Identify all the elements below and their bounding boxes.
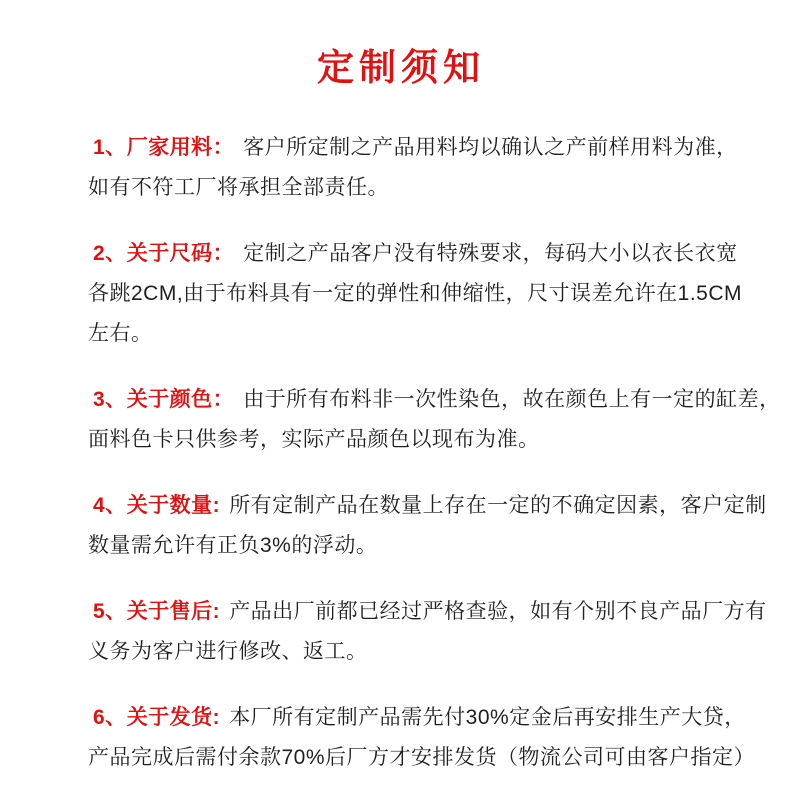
item-line [88, 486, 767, 526]
notice-item-5 [88, 592, 767, 672]
page-title: 定制须知 [317, 47, 485, 88]
item-text: 本厂所有定制产品需先付30%定金后再安排生产大贷， [229, 706, 746, 729]
item-line: 数量需允许有正负3%的浮动。 [88, 534, 378, 557]
notice-item-3 [88, 380, 781, 460]
item-line [88, 128, 738, 168]
item-label: 关于尺码： [126, 242, 235, 265]
item-line: 左右。 [88, 322, 153, 345]
item-line [88, 380, 781, 420]
item-text: 定制之产品客户没有特殊要求，每码大小以衣长衣宽 [243, 242, 738, 265]
item-line: 义务为客户进行修改、返工。 [88, 640, 368, 663]
item-number: 2、 [93, 242, 127, 265]
item-text: 客户所定制之产品用料均以确认之产前样用料为准， [243, 136, 738, 159]
item-number: 4、 [93, 494, 127, 517]
item-line: 如有不符工厂将承担全部责任。 [88, 176, 389, 199]
item-text: 由于所有布料非一次性染色，故在颜色上有一定的缸差， [243, 388, 781, 411]
item-label: 关于售后: [126, 600, 221, 623]
notice-item-1 [88, 128, 738, 208]
item-line [88, 234, 738, 274]
item-line: 面料色卡只供参考，实际产品颜色以现布为准。 [88, 428, 540, 451]
item-line [88, 698, 746, 738]
item-label: 关于发货: [126, 706, 221, 729]
item-line: 各跳2CM,由于布料具有一定的弹性和伸缩性，尺寸误差允许在1.5CM [88, 282, 743, 305]
notice-item-2 [88, 234, 743, 354]
item-text: 产品出厂前都已经过严格查验，如有个别不良产品厂方有 [229, 600, 767, 623]
item-line: 产品完成后需付余款70%后厂方才安排发货（物流公司可由客户指定） [88, 746, 756, 769]
notice-item-4 [88, 486, 767, 566]
item-number: 1、 [93, 136, 127, 159]
item-label: 厂家用料： [126, 136, 235, 159]
item-number: 6、 [93, 706, 127, 729]
item-text: 所有定制产品在数量上存在一定的不确定因素，客户定制 [229, 494, 767, 517]
item-label: 关于数量: [126, 494, 221, 517]
item-number: 5、 [93, 600, 127, 623]
item-label: 关于颜色： [126, 388, 235, 411]
item-number: 3、 [93, 388, 127, 411]
item-line [88, 592, 767, 632]
notice-item-6 [88, 698, 756, 778]
